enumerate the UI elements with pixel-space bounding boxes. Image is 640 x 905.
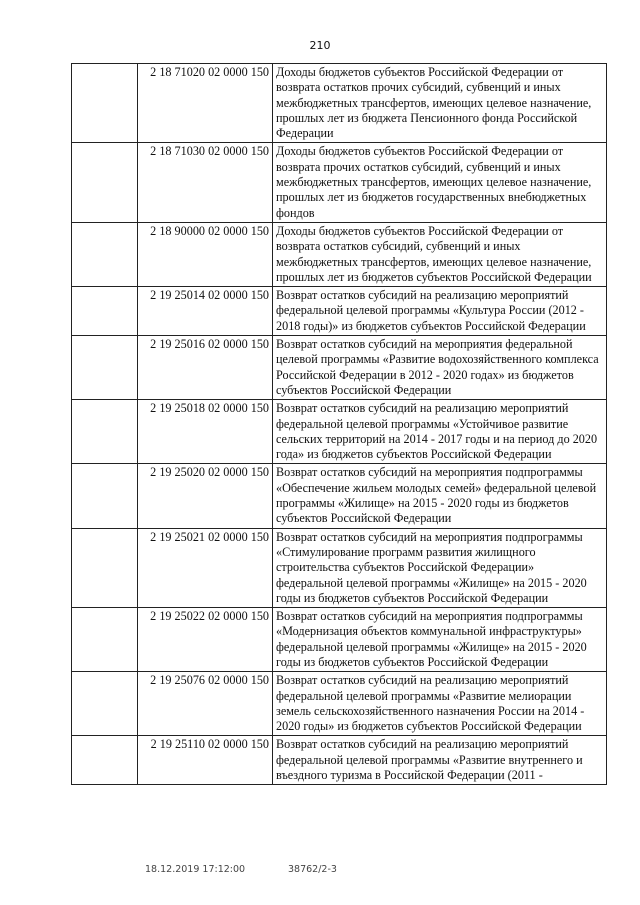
budget-code-cell: 2 19 25022 02 0000 150 xyxy=(138,608,273,672)
budget-code-cell: 2 19 25110 02 0000 150 xyxy=(138,736,273,785)
empty-cell xyxy=(72,64,138,143)
budget-code-cell: 2 19 25016 02 0000 150 xyxy=(138,336,273,400)
empty-cell xyxy=(72,464,138,528)
description-cell: Возврат остатков субсидий на мероприятия подпрограммы «Обеспечение жильем молодых семей» федеральной целевой программы «Жилище» на 2015 - 2020 годы из бюджетов субъектов Российской Федерации xyxy=(273,464,607,528)
empty-cell xyxy=(72,672,138,736)
table-row xyxy=(72,143,607,222)
empty-cell xyxy=(72,222,138,286)
table-row xyxy=(72,464,607,528)
budget-code-cell: 2 19 25020 02 0000 150 xyxy=(138,464,273,528)
budget-code-cell: 2 18 90000 02 0000 150 xyxy=(138,222,273,286)
description-cell: Возврат остатков субсидий на реализацию мероприятий федеральной целевой программы «Культура России (2012 - 2018 годы)» из бюджетов субъектов Российской Федерации xyxy=(273,287,607,336)
budget-code-cell: 2 19 25018 02 0000 150 xyxy=(138,400,273,464)
description-cell: Доходы бюджетов субъектов Российской Федерации от возврата прочих остатков субсидий, субвенций и иных межбюджетных трансфертов, имеющих целевое назначение, прошлых лет из бюджетов государственных внебюджетных фондов xyxy=(273,143,607,222)
empty-cell xyxy=(72,736,138,785)
empty-cell xyxy=(72,287,138,336)
description-cell: Доходы бюджетов субъектов Российской Федерации от возврата остатков прочих субсидий, субвенций и иных межбюджетных трансфертов, имеющих целевое назначение, прошлых лет из бюджета Пенсионного фонда Российской Федерации xyxy=(273,64,607,143)
empty-cell xyxy=(72,400,138,464)
empty-cell xyxy=(72,336,138,400)
description-cell: Возврат остатков субсидий на мероприятия федеральной целевой программы «Развитие водохозяйственного комплекса Российской Федерации в 2012 - 2020 годах» из бюджетов субъектов Российской Федерации xyxy=(273,336,607,400)
description-cell: Возврат остатков субсидий на реализацию мероприятий федеральной целевой программы «Развитие мелиорации земель сельскохозяйственного назначения России на 2014 - 2020 годы» из бюджетов субъектов Российской Федерации xyxy=(273,672,607,736)
description-cell: Доходы бюджетов субъектов Российской Федерации от возврата остатков субсидий, субвенций и иных межбюджетных трансфертов, имеющих целевое назначение, прошлых лет из бюджетов субъектов Российской Федерации xyxy=(273,222,607,286)
budget-code-cell: 2 19 25014 02 0000 150 xyxy=(138,287,273,336)
budget-code-cell: 2 19 25021 02 0000 150 xyxy=(138,528,273,607)
table-row xyxy=(72,336,607,400)
description-cell: Возврат остатков субсидий на мероприятия подпрограммы «Стимулирование программ развития жилищного строительства субъектов Российской Федерации» федеральной целевой программы «Жилище» на 2015 - 2020 годы из бюджетов субъектов Российской Федерации xyxy=(273,528,607,607)
table-row xyxy=(72,287,607,336)
table-row xyxy=(72,528,607,607)
footer-doc-number: 38762/2-3 xyxy=(288,864,337,875)
budget-code-cell: 2 18 71030 02 0000 150 xyxy=(138,143,273,222)
table-row xyxy=(72,64,607,143)
description-cell: Возврат остатков субсидий на мероприятия подпрограммы «Модернизация объектов коммунальной инфраструктуры» федеральной целевой программы «Жилище» на 2015 - 2020 годы из бюджетов субъектов Российской Федерации xyxy=(273,608,607,672)
footer-timestamp: 18.12.2019 17:12:00 xyxy=(145,864,246,875)
budget-code-cell: 2 18 71020 02 0000 150 xyxy=(138,64,273,143)
table-row xyxy=(72,222,607,286)
table-row xyxy=(72,736,607,785)
description-cell: Возврат остатков субсидий на реализацию мероприятий федеральной целевой программы «Развитие внутреннего и въездного туризма в Российской Федерации (2011 - xyxy=(273,736,607,785)
table-row xyxy=(72,672,607,736)
table-body xyxy=(72,64,607,785)
page-number: 210 xyxy=(309,39,331,52)
empty-cell xyxy=(72,143,138,222)
budget-code-cell: 2 19 25076 02 0000 150 xyxy=(138,672,273,736)
description-cell: Возврат остатков субсидий на реализацию мероприятий федеральной целевой программы «Устойчивое развитие сельских территорий на 2014 - 2017 годы и на период до 2020 года» из бюджетов субъектов Российской Федерации xyxy=(273,400,607,464)
table-row xyxy=(72,608,607,672)
empty-cell xyxy=(72,528,138,607)
table-row xyxy=(72,400,607,464)
budget-codes-table xyxy=(71,63,607,785)
empty-cell xyxy=(72,608,138,672)
